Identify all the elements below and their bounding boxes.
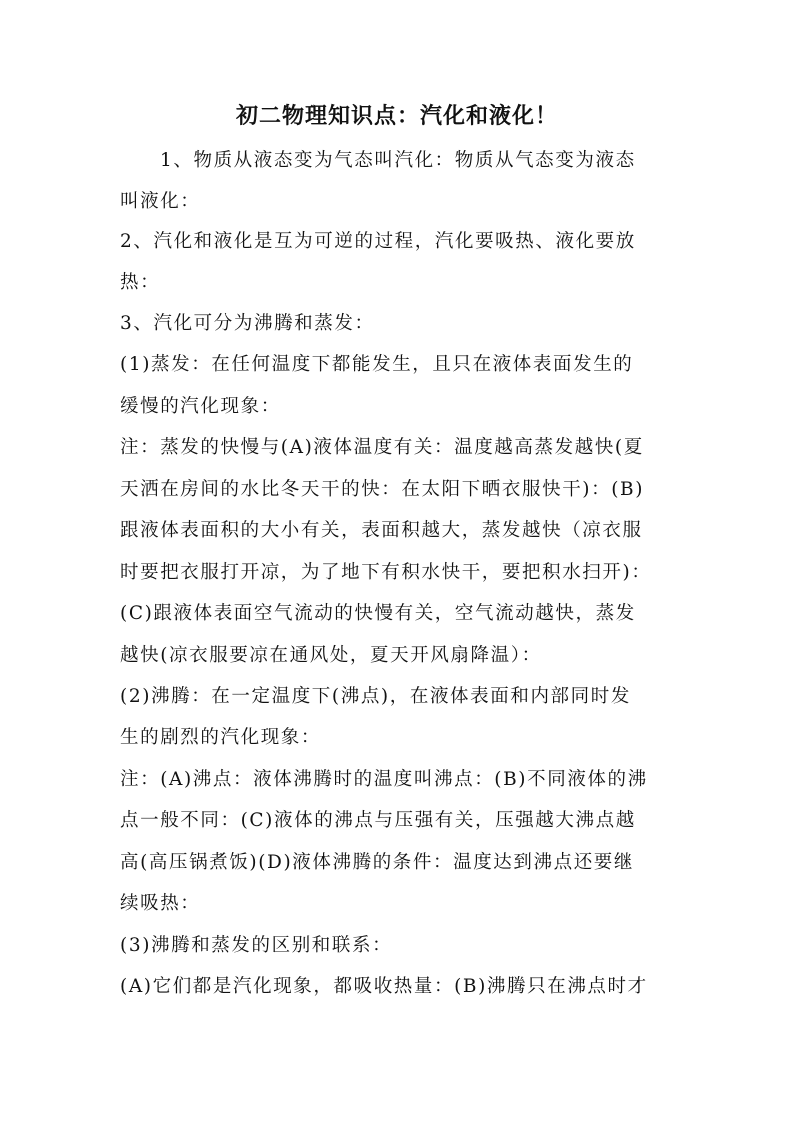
text-line: 点一般不同：(C)液体的沸点与压强有关，压强越大沸点越 bbox=[120, 810, 636, 831]
text-line: 缓慢的汽化现象： bbox=[120, 396, 281, 417]
text-line: 热： bbox=[120, 272, 161, 293]
text-line: 时要把衣服打开凉，为了地下有积水快干，要把积水扫开)： bbox=[120, 562, 652, 583]
text-line: 越快(凉衣服要凉在通风处，夏天开风扇降温）： bbox=[120, 645, 542, 666]
text-line: 天洒在房间的水比冬天干的快：在太阳下晒衣服快干)：(B) bbox=[120, 479, 645, 500]
text-line: 2、汽化和液化是互为可逆的过程，汽化要吸热、液化要放 bbox=[120, 231, 636, 252]
text-line: 注：蒸发的快慢与(A)液体温度有关：温度越高蒸发越快(夏 bbox=[120, 437, 644, 458]
text-line: (2)沸腾：在一定温度下(沸点)，在液体表面和内部同时发 bbox=[120, 686, 631, 707]
page-title: 初二物理知识点：汽化和液化！ bbox=[235, 103, 558, 129]
text-line: 注：(A)沸点：液体沸腾时的温度叫沸点：(B)不同液体的沸 bbox=[120, 769, 648, 790]
text-line: 生的剧烈的汽化现象： bbox=[120, 727, 322, 748]
text-line: 1、物质从液态变为气态叫汽化：物质从气态变为液态 bbox=[160, 150, 636, 171]
text-line: (3)沸腾和蒸发的区别和联系： bbox=[120, 935, 393, 956]
text-line: (1)蒸发：在任何温度下都能发生，且只在液体表面发生的 bbox=[120, 354, 634, 375]
text-line: 叫液化： bbox=[120, 191, 201, 212]
text-line: 高(高压锅煮饭)(D)液体沸腾的条件：温度达到沸点还要继 bbox=[120, 852, 635, 873]
text-line: (A)它们都是汽化现象，都吸收热量：(B)沸腾只在沸点时才 bbox=[120, 976, 648, 997]
text-line: (C)跟液体表面空气流动的快慢有关，空气流动越快，蒸发 bbox=[120, 603, 636, 624]
text-line: 3、汽化可分为沸腾和蒸发： bbox=[120, 313, 375, 334]
text-line: 跟液体表面积的大小有关，表面积越大，蒸发越快（凉衣服 bbox=[120, 520, 643, 541]
text-line: 续吸热： bbox=[120, 893, 201, 914]
